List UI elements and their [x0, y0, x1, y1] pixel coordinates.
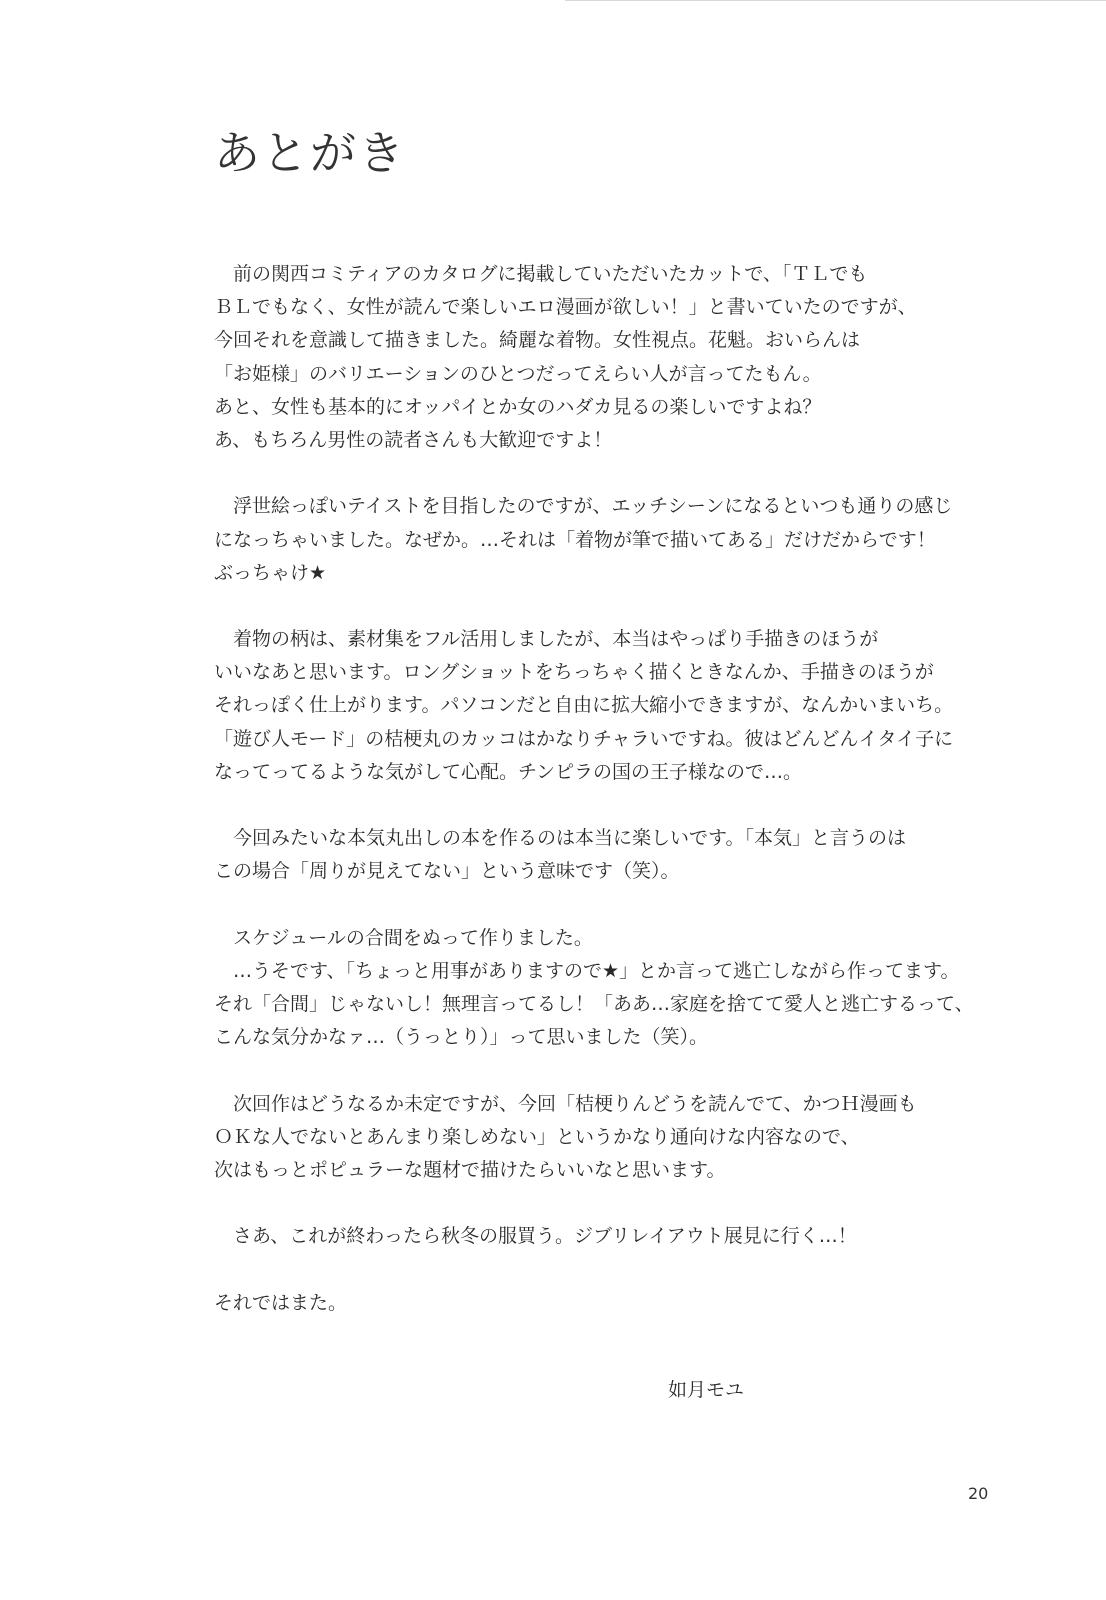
paragraph-5	[214, 922, 1014, 1055]
afterword-body	[214, 258, 1014, 1353]
text-line: それではまた。	[214, 1291, 348, 1314]
text-line: 「遊び人モード」の桔梗丸のカッコはかなりチャラいですね。彼はどんどんイタイ子に	[214, 727, 954, 750]
page-title: あとがき	[214, 126, 406, 180]
text-line: あ、もちろん男性の読者さんも大歓迎ですよ！	[214, 428, 613, 451]
text-line: …うそです、「ちょっと用事がありますので★」とか言って逃亡しながら作ってます。	[214, 959, 960, 982]
text-line: なってってるような気がして心配。チンピラの国の王子様なので…。	[214, 760, 803, 783]
paragraph-2	[214, 490, 1014, 590]
paragraph-7	[214, 1220, 1014, 1253]
text-line: この場合「周りが見えてない」という意味です（笑）。	[214, 860, 680, 883]
text-line: 浮世絵っぽいテイストを目指したのですが、エッチシーンになるといつも通りの感じ	[214, 495, 953, 518]
text-line: ぶっちゃけ★	[214, 561, 327, 584]
text-line: スケジュールの合間をぬって作りました。	[214, 926, 593, 949]
text-line: こんな気分かなァ…（うっとり）」って思いました（笑）。	[214, 1026, 709, 1049]
text-line: いいなあと思います。ロングショットをちっちゃく描くときなんか、手描きのほうが	[214, 661, 934, 684]
text-line: 次回作はどうなるか未定ですが、今回「桔梗りんどうを読んでて、かつＨ漫画も	[214, 1092, 917, 1115]
text-line: 次はもっとポピュラーな題材で描けたらいいなと思います。	[214, 1159, 726, 1182]
paragraph-3	[214, 623, 1014, 789]
text-line: それ「合間」じゃないし！無理言ってるし！「ああ…家庭を捨てて愛人と逃亡するって、	[214, 993, 974, 1016]
text-line: 今回みたいな本気丸出しの本を作るのは本当に楽しいです。「本気」と言うのは	[214, 827, 906, 850]
text-line: 前の関西コミティアのカタログに掲載していただいたカットで、「ＴＬでも	[214, 263, 868, 285]
text-line: それっぽく仕上がります。パソコンだと自由に拡大縮小できますが、なんかいまいち。	[214, 694, 954, 717]
text-line: 着物の柄は、素材集をフル活用しましたが、本当はやっぱり手描きのほうが	[214, 628, 879, 651]
author-signature: 如月モユ	[668, 1379, 745, 1401]
page-number: 20	[968, 1484, 989, 1503]
text-line: 今回それを意識して描きました。綺麗な着物。女性視点。花魁。おいらんは	[214, 329, 861, 352]
text-line: 「お姫様」のバリエーションのひとつだってえらい人が言ってたもん。	[214, 362, 822, 385]
text-line: になっちゃいました。なぜか。…それは「着物が筆で描いてある」だけだからです！	[214, 528, 936, 551]
paragraph-1	[214, 258, 1014, 457]
text-line: ＯＫな人でないとあんまり楽しめない」というかなり通向けな内容なので、	[214, 1125, 860, 1148]
paragraph-8	[214, 1287, 1014, 1320]
top-edge-rule	[565, 0, 1106, 1]
text-line: あと、女性も基本的にオッパイとか女のハダカ見るの楽しいですよね？	[214, 395, 822, 418]
text-line: さあ、これが終わったら秋冬の服買う。ジブリレイアウト展見に行く…！	[214, 1225, 857, 1248]
text-line: ＢＬでもなく、女性が読んで楽しいエロ漫画が欲しい！」と書いていたのですが、	[214, 296, 917, 319]
paragraph-6	[214, 1088, 1014, 1188]
paragraph-4	[214, 822, 1014, 888]
